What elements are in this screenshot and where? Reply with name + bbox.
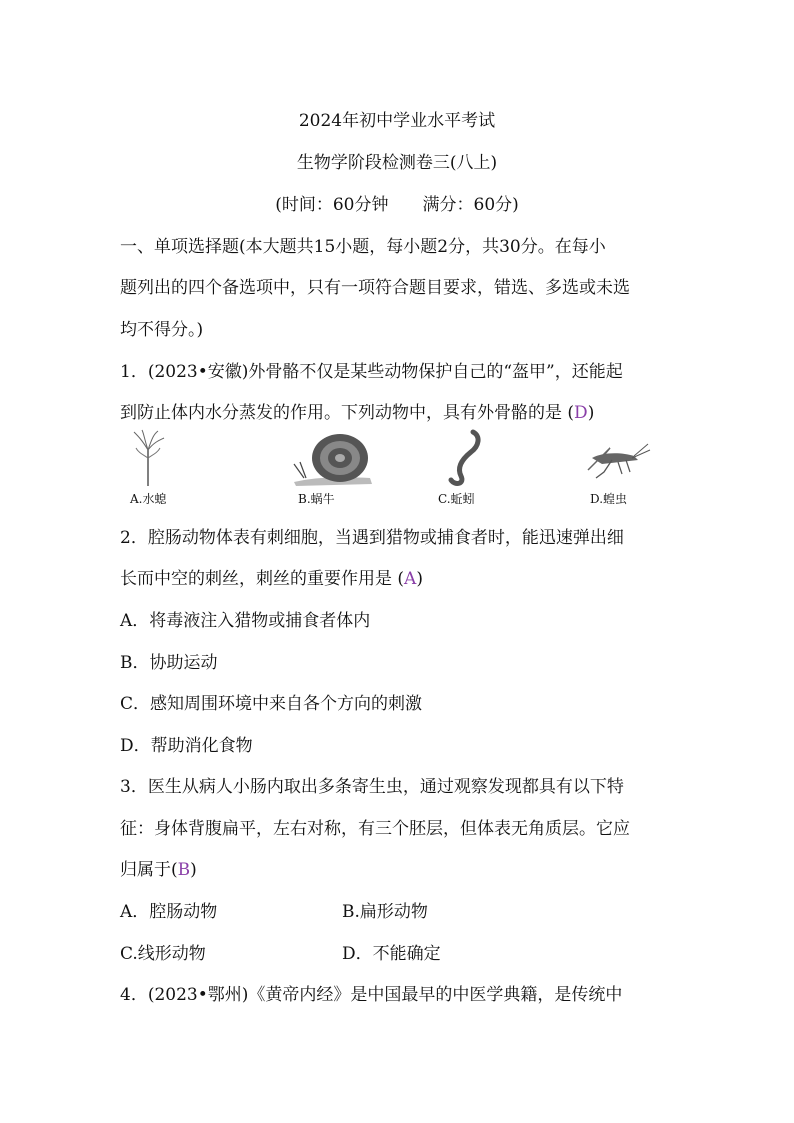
hydra-icon [128, 428, 168, 488]
exam-title: 2024年初中学业水平考试 [298, 111, 496, 131]
caption-hydra: A.水螅 [130, 492, 167, 506]
q3-option-b: B.扁形动物 [342, 902, 428, 922]
q2-option-a: A．将毒液注入猎物或捕食者体内 [120, 611, 371, 631]
grasshopper-icon [582, 428, 652, 488]
q4-line-1: 4．(2023•鄂州)《黄帝内经》是中国最早的中医学典籍，是传统中 [120, 985, 623, 1005]
q2-line-2 [120, 564, 423, 589]
section-instructions-line-3: 均不得分。) [120, 320, 204, 340]
caption-earthworm: C.蚯蚓 [438, 492, 475, 506]
q2-stem: 长而中空的刺丝，刺丝的重要作用是 [120, 569, 392, 589]
q1-image-row [120, 428, 680, 513]
q2-answer: (A) [397, 569, 423, 589]
q2-option-d: D．帮助消化食物 [120, 736, 253, 756]
exam-subtitle: 生物学阶段检测卷三(八上) [296, 153, 498, 173]
q3-line-2: 征：身体背腹扁平，左右对称，有三个胚层，但体表无角质层。它应 [120, 819, 630, 839]
q3-stem: 归属于 [120, 860, 171, 880]
caption-grasshopper: D.蝗虫 [590, 492, 628, 506]
q3-answer: (B) [171, 860, 197, 880]
q1-answer-letter: D [574, 403, 588, 423]
section-instructions-line-1: 一、单项选择题(本大题共15小题，每小题2分，共30分。在每小 [120, 237, 606, 257]
q2-option-c: C．感知周围环境中来自各个方向的刺激 [120, 694, 423, 714]
q1-stem: 到防止体内水分蒸发的作用。下列动物中，具有外骨骼的是 [120, 403, 562, 423]
q3-option-a: A．腔肠动物 [120, 902, 218, 922]
q1-answer: (D) [567, 403, 595, 423]
q2-answer-letter: A [404, 569, 417, 589]
q2-line-1: 2．腔肠动物体表有刺细胞，当遇到猎物或捕食者时，能迅速弹出细 [120, 528, 624, 548]
q1-line-1: 1．(2023•安徽)外骨骼不仅是某些动物保护自己的“盔甲”，还能起 [120, 362, 623, 382]
q1-line-2 [120, 398, 594, 423]
earthworm-icon [445, 428, 485, 488]
exam-time-info: (时间：60分钟 满分：60分) [275, 195, 519, 215]
section-instructions-line-2: 题列出的四个备选项中，只有一项符合题目要求，错选、多选或未选 [120, 278, 630, 298]
caption-snail: B.蜗牛 [298, 492, 335, 506]
q3-option-d: D．不能确定 [342, 944, 441, 964]
q3-answer-letter: B [177, 860, 191, 880]
q3-option-c: C.线形动物 [120, 944, 206, 964]
snail-icon [292, 428, 382, 488]
q3-line-3 [120, 855, 197, 880]
q2-option-b: B．协助运动 [120, 653, 218, 673]
q3-line-1: 3．医生从病人小肠内取出多条寄生虫，通过观察发现都具有以下特 [120, 777, 624, 797]
